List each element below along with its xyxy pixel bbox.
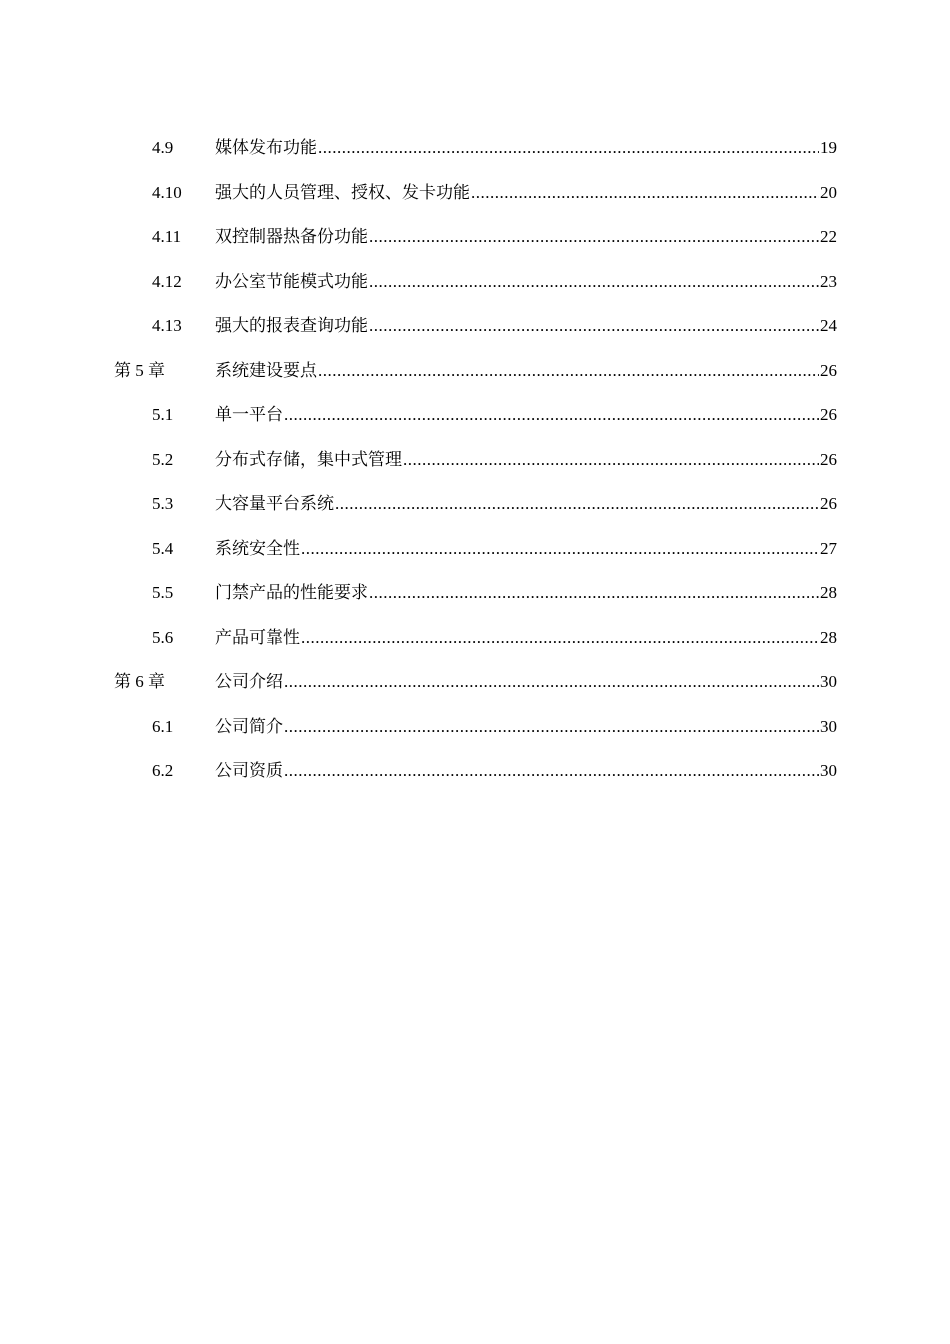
toc-entry-number: 5.6 (152, 627, 174, 647)
toc-entry-5-1[interactable] (0, 393, 950, 438)
toc-entry-4-9[interactable] (0, 126, 950, 171)
toc-entry-number: 5.3 (152, 494, 174, 513)
toc-entry-line (215, 438, 837, 483)
toc-entry-4-10[interactable] (0, 171, 950, 216)
toc-entry-page: 22 (820, 227, 837, 246)
toc-entry-line (215, 393, 837, 438)
toc-entry-title: 公司资质 (215, 761, 283, 780)
toc-entry-title: 办公室节能模式功能 (215, 271, 368, 291)
toc-entry-title: 分布式存储，集中式管理 (215, 449, 402, 469)
toc-dot-leader (301, 616, 819, 661)
toc-entry-page: 26 (820, 405, 837, 424)
toc-entry-6-2[interactable] (0, 749, 950, 794)
toc-dot-leader (284, 705, 819, 750)
toc-entry-5-4[interactable] (0, 527, 950, 572)
toc-chapter-5[interactable] (0, 349, 950, 394)
toc-dot-leader (369, 215, 819, 260)
toc-entry-number: 4.11 (152, 227, 182, 246)
toc-entry-number: 6.2 (152, 761, 174, 780)
toc-entry-line (215, 260, 837, 305)
toc-dot-leader (369, 304, 819, 349)
toc-entry-title: 双控制器热备份功能 (215, 227, 368, 246)
toc-dot-leader (301, 527, 819, 572)
toc-entry-page: 24 (820, 316, 837, 335)
toc-entry-page: 30 (820, 716, 837, 736)
toc-entry-page: 20 (820, 182, 837, 202)
toc-chapter-number: 第 6 章 (114, 672, 165, 691)
toc-entry-line (215, 126, 837, 171)
toc-dot-leader (335, 482, 819, 527)
toc-entry-4-13[interactable] (0, 304, 950, 349)
toc-entry-line (215, 571, 837, 616)
toc-entry-number: 5.5 (152, 583, 174, 602)
toc-entry-number: 4.9 (152, 138, 174, 157)
toc-entry-page: 28 (820, 583, 837, 602)
toc-entry-page: 19 (820, 138, 837, 157)
table-of-contents (0, 126, 950, 794)
toc-entry-number: 4.13 (152, 316, 182, 335)
toc-dot-leader (403, 438, 819, 483)
toc-entry-6-1[interactable] (0, 705, 950, 750)
toc-entry-number: 4.10 (152, 182, 182, 202)
toc-chapter-number: 第 5 章 (114, 360, 165, 380)
toc-entry-page: 23 (820, 271, 837, 291)
toc-entry-line (215, 482, 837, 527)
toc-entry-line (215, 349, 837, 394)
toc-entry-4-12[interactable] (0, 260, 950, 305)
toc-entry-page: 30 (820, 672, 837, 691)
toc-entry-4-11[interactable] (0, 215, 950, 260)
toc-entry-number: 5.2 (152, 449, 174, 469)
toc-entry-line (215, 660, 837, 705)
toc-entry-page: 30 (820, 761, 837, 780)
toc-entry-title: 强大的人员管理、授权、发卡功能 (215, 182, 470, 202)
toc-entry-line (215, 215, 837, 260)
toc-entry-number: 4.12 (152, 271, 182, 291)
toc-entry-number: 5.4 (152, 538, 174, 558)
toc-entry-line (215, 749, 837, 794)
toc-entry-line (215, 616, 837, 661)
toc-dot-leader (318, 126, 819, 171)
toc-entry-number: 5.1 (152, 405, 174, 424)
toc-entry-5-3[interactable] (0, 482, 950, 527)
toc-dot-leader (284, 393, 819, 438)
toc-dot-leader (369, 571, 819, 616)
toc-entry-line (215, 304, 837, 349)
toc-entry-page: 26 (820, 360, 837, 380)
toc-dot-leader (284, 660, 819, 705)
toc-chapter-title: 系统建设要点 (215, 360, 317, 380)
toc-entry-5-5[interactable] (0, 571, 950, 616)
toc-entry-title: 大容量平台系统 (215, 494, 334, 513)
toc-entry-5-6[interactable] (0, 616, 950, 661)
toc-dot-leader (471, 171, 819, 216)
toc-dot-leader (284, 749, 819, 794)
toc-entry-number: 6.1 (152, 716, 174, 736)
toc-entry-title: 单一平台 (215, 405, 283, 424)
toc-entry-page: 28 (820, 627, 837, 647)
toc-entry-page: 27 (820, 538, 837, 558)
toc-dot-leader (369, 260, 819, 305)
toc-entry-title: 系统安全性 (215, 538, 300, 558)
toc-chapter-6[interactable] (0, 660, 950, 705)
toc-entry-title: 产品可靠性 (215, 627, 300, 647)
toc-entry-title: 媒体发布功能 (215, 138, 317, 157)
toc-dot-leader (318, 349, 819, 394)
toc-entry-title: 门禁产品的性能要求 (215, 583, 368, 602)
toc-entry-title: 强大的报表查询功能 (215, 316, 368, 335)
toc-entry-page: 26 (820, 449, 837, 469)
toc-entry-line (215, 171, 837, 216)
toc-entry-line (215, 527, 837, 572)
toc-entry-line (215, 705, 837, 750)
toc-entry-page: 26 (820, 494, 837, 513)
toc-chapter-title: 公司介绍 (215, 672, 283, 691)
toc-entry-5-2[interactable] (0, 438, 950, 483)
toc-entry-title: 公司简介 (215, 716, 283, 736)
